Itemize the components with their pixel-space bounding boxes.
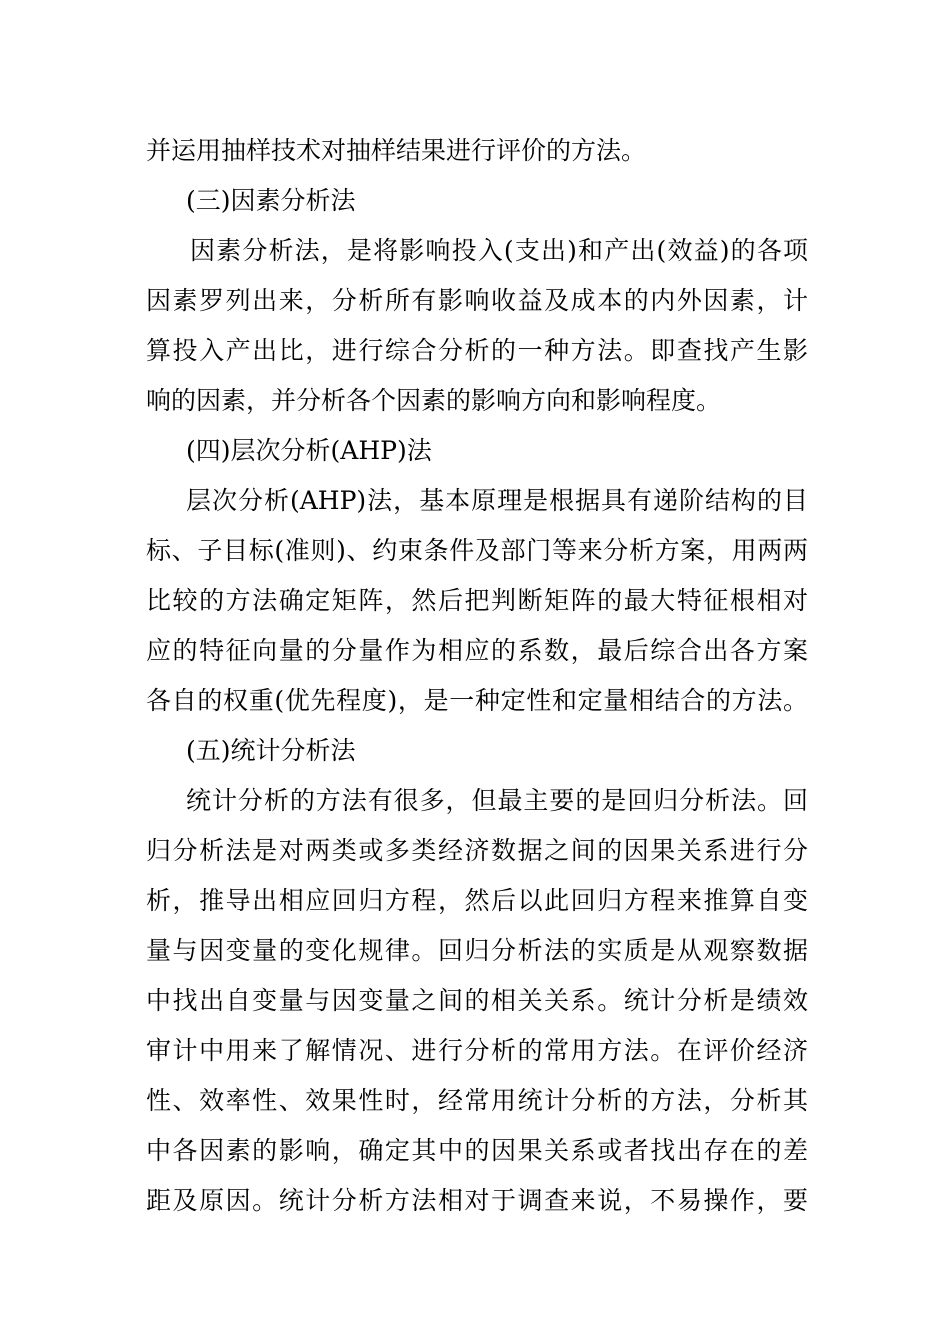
text-line: 并运用抽样技术对抽样结果进行评价的方法。 (146, 136, 647, 165)
text-line: 各自的权重(优先程度)，是一种定性和定量相结合的方法。 (146, 686, 808, 715)
text-line: 中各因素的影响，确定其中的因果关系或者找出存在的差 (146, 1136, 808, 1165)
section-heading-ahp: (四)层次分析(AHP)法 (186, 436, 432, 465)
text-line: 比较的方法确定矩阵，然后把判断矩阵的最大特征根相对 (146, 586, 808, 615)
text-line: 统计分析的方法有很多，但最主要的是回归分析法。回 (186, 786, 808, 815)
text-line: 审计中用来了解情况、进行分析的常用方法。在评价经济 (146, 1036, 808, 1065)
text-line: 应的特征向量的分量作为相应的系数，最后综合出各方案 (146, 636, 808, 665)
text-line: 标、子目标(准则)、约束条件及部门等来分析方案，用两两 (146, 536, 808, 565)
text-line: 归分析法是对两类或多类经济数据之间的因果关系进行分 (146, 836, 808, 865)
text-line: 层次分析(AHP)法，基本原理是根据具有递阶结构的目 (186, 486, 808, 515)
document-body (146, 126, 808, 1226)
text-line: 中找出自变量与因变量之间的相关关系。统计分析是绩效 (146, 986, 808, 1015)
text-line: 因素罗列出来，分析所有影响收益及成本的内外因素，计 (146, 286, 808, 315)
text-line: 性、效率性、效果性时，经常用统计分析的方法，分析其 (146, 1086, 808, 1115)
text-line: 响的因素，并分析各个因素的影响方向和影响程度。 (146, 386, 722, 415)
text-line: 因素分析法，是将影响投入(支出)和产出(效益)的各项 (190, 236, 808, 265)
text-line: 析，推导出相应回归方程，然后以此回归方程来推算自变 (146, 886, 808, 915)
text-line: 距及原因。统计分析方法相对于调查来说，不易操作，要 (146, 1186, 808, 1215)
section-heading-statistical-analysis: (五)统计分析法 (186, 736, 356, 765)
text-line: 算投入产出比，进行综合分析的一种方法。即查找产生影 (146, 336, 808, 365)
section-heading-factor-analysis: (三)因素分析法 (186, 186, 356, 215)
text-line: 量与因变量的变化规律。回归分析法的实质是从观察数据 (146, 936, 808, 965)
